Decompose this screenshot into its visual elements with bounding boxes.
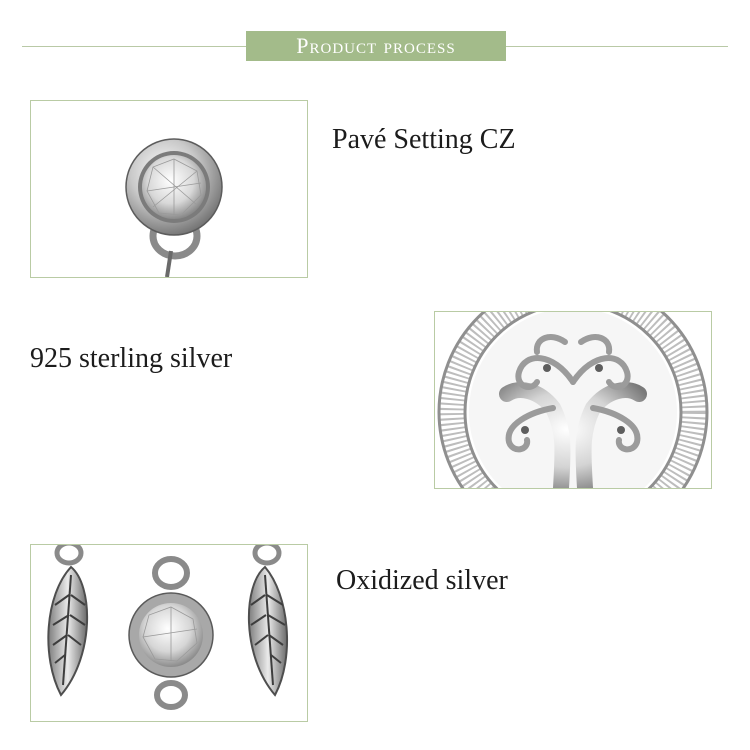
- product-photo-oxidized-silver: [30, 544, 308, 722]
- header-rule-left: [22, 46, 246, 47]
- section-title-banner: [246, 31, 506, 61]
- feature-label-sterling-silver: 925 sterling silver: [30, 343, 233, 374]
- feature-label-cz-setting: Pavé Setting CZ: [332, 124, 516, 155]
- feather-dangles-image: [31, 545, 307, 721]
- header-rule-right: [506, 46, 728, 47]
- tree-of-life-image: [435, 312, 711, 488]
- cz-stone-image: [31, 101, 307, 277]
- feature-label-oxidized-silver: Oxidized silver: [336, 565, 508, 596]
- product-photo-cz-setting: [30, 100, 308, 278]
- section-title: Product process: [296, 33, 456, 58]
- product-photo-tree-of-life: [434, 311, 712, 489]
